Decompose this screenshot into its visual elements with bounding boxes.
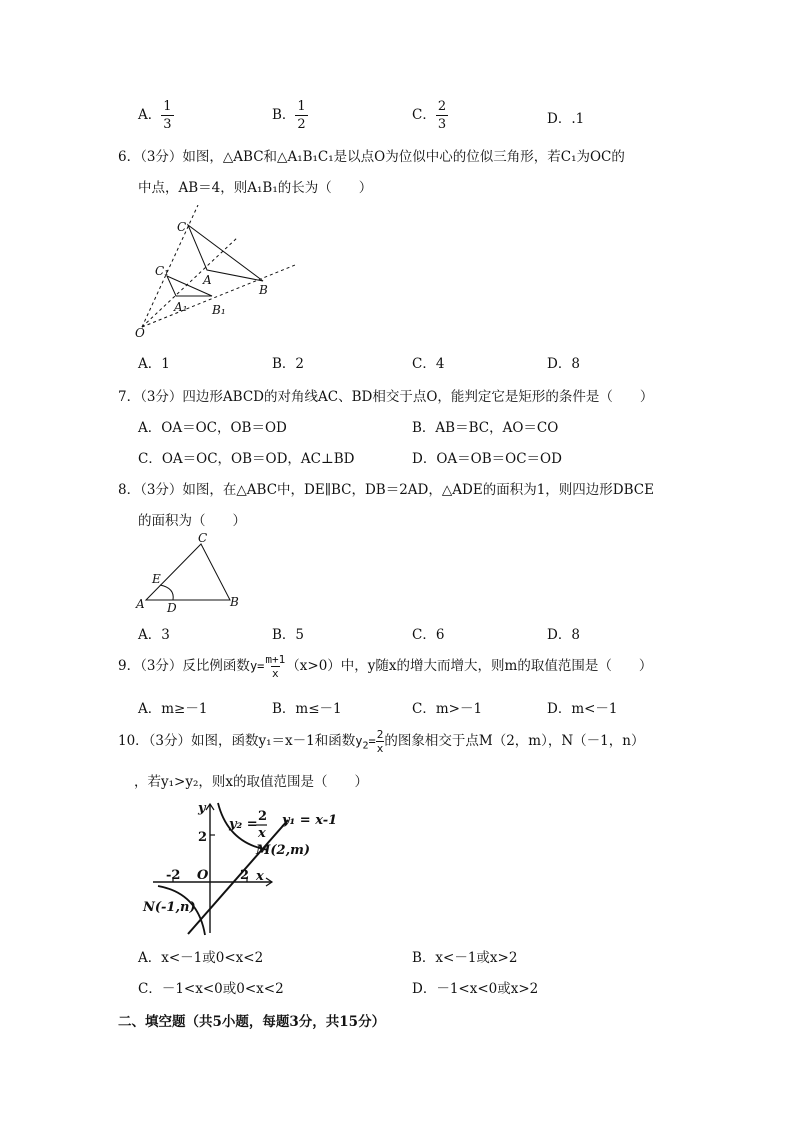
q9-stem: 9．（3分）反比例函数y= $\frac{m+1}{x}$ （x>0）中，y随x的增大而增大，则m的取值范围是（ ） [118,653,653,680]
q8-figure [133,530,248,615]
q8-stem-line2: 的面积为（ ） [138,513,246,529]
fraction: $\frac{m+1}{x}$ [265,653,286,680]
label-a1: A₁ [174,300,188,314]
tick-y-2: 2 [198,830,208,845]
y2-num: 2 [258,809,268,824]
label-d: D [167,601,177,615]
label-a: A [136,597,145,611]
q5-option-b: B． $\frac{1}{2}$ [272,99,306,132]
q10-option-d: D．－1<x<0或x>2 [412,981,539,997]
label-o: O [135,326,145,340]
q6-figure [130,205,305,345]
q8-option-a: A．3 [138,627,170,643]
q7-option-b: B．AB＝BC，AO＝CO [412,420,559,436]
axis-x-label: x [256,869,264,884]
y2-label: y₂ = [229,817,258,832]
q6-option-c: C．4 [412,356,445,372]
q8-option-d: D．8 [547,627,580,643]
label-b: B [230,595,239,609]
tick-x-2: 2 [240,868,250,883]
q6-stem-line1: 6．（3分）如图，△ABC和△A₁B₁C₁是以点O为位似中心的位似三角形，若C₁为OC的 [118,149,625,165]
q9-option-a: A．m≥－1 [138,701,208,717]
axis-y-label: y [198,801,206,816]
fraction: $\frac{2}{3}$ [437,99,447,132]
q10-option-b: B．x<－1或x>2 [412,950,518,966]
q10-figure [140,798,345,938]
q7-option-c: C．OA＝OC，OB＝OD，AC⊥BD [138,451,355,467]
label-a: A [203,273,212,287]
q6-option-d: D．8 [547,356,580,372]
q8-option-b: B．5 [272,627,305,643]
label-c: C [177,220,187,234]
q10-stem-line2: ，若y₁>y₂，则x的取值范围是（ ） [134,774,369,790]
q7-option-d: D．OA＝OB＝OC＝OD [412,451,562,467]
q9-option-c: C．m>－1 [412,701,483,717]
origin-label: O [197,868,209,883]
q10-option-a: A．x<－1或0<x<2 [138,950,264,966]
q6-option-a: A．1 [138,356,170,372]
q6-option-b: B．2 [272,356,305,372]
q9-option-b: B．m≤－1 [272,701,342,717]
q7-stem: 7．（3分）四边形ABCD的对角线AC、BD相交于点O，能判定它是矩形的条件是（ ） [118,389,654,405]
fraction: $\frac{2}{x}$ [376,728,384,755]
label-c: C [198,531,208,545]
q5-option-d: D．.1 [547,111,585,127]
point-n-label: N(-1,n) [143,900,196,915]
q5-option-c: C． $\frac{2}{3}$ [412,99,447,132]
label-e: E [152,572,161,586]
q8-option-c: C．6 [412,627,445,643]
q9-option-d: D．m<－1 [547,701,618,717]
label-b1: B₁ [212,303,226,317]
q10-option-c: C．－1<x<0或0<x<2 [138,981,284,997]
fraction: $\frac{1}{3}$ [163,99,172,132]
y2-den: x [258,826,266,841]
q10-stem-line1: 10．（3分）如图，函数y₁＝x－1和函数$y_2=$ $\frac{2}{x}$ 的图象相交于点M（2，m），N（－1，n） [118,728,645,755]
fraction: $\frac{1}{2}$ [297,99,306,132]
label-b: B [259,283,268,297]
y1-label: y₁ = x-1 [282,813,338,828]
q8-stem-line1: 8．（3分）如图，在△ABC中，DE∥BC，DB＝2AD，△ADE的面积为1，则四边形DBCE [118,482,654,498]
section-heading: 二、填空题（共5小题，每题3分，共15分） [118,1014,386,1030]
point-m-label: M(2,m) [256,843,311,858]
q5-option-a: A． $\frac{1}{3}$ [138,99,172,132]
q6-stem-line2: 中点，AB＝4，则A₁B₁的长为（ ） [138,180,373,196]
tick-x-neg2: -2 [166,868,181,883]
q7-option-a: A．OA＝OC，OB＝OD [138,420,287,436]
label-c1: C₁ [155,264,169,278]
